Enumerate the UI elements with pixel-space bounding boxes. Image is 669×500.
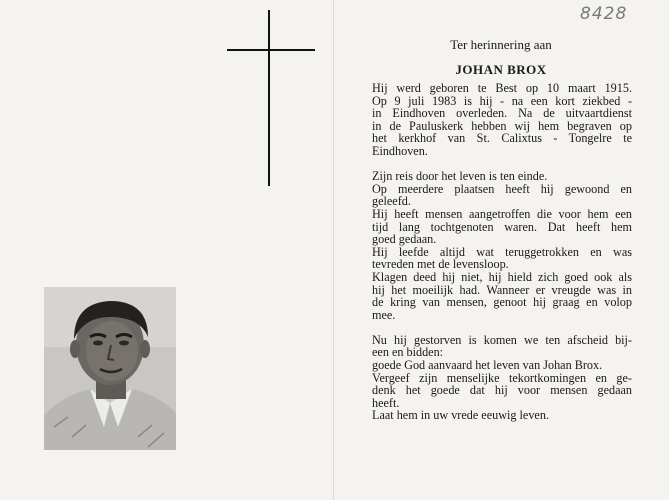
text-line: Hij leefde altijd wat teruggetrokken en was [372, 244, 632, 259]
portrait-image [44, 287, 176, 450]
paragraph-prayer [372, 334, 632, 422]
text-line: mee. [372, 307, 396, 322]
text-line: tevreden met de levensloop. [372, 257, 509, 272]
text-line: Zijn reis door het leven is ten einde. [372, 169, 548, 184]
paragraph-biography [372, 82, 632, 158]
text-line: in de Pauluskerk hebben wij hem begraven op [372, 118, 632, 133]
text-line: geleefd. [372, 194, 411, 209]
card-heading: Ter herinnering aan [450, 37, 552, 52]
cross-vertical-bar [268, 10, 270, 186]
portrait-photo [44, 287, 176, 450]
text-line: Hij heeft mensen aangetroffen die voor hem een [372, 206, 632, 221]
text-line: Op meerdere plaatsen heeft hij gewoond en [372, 181, 632, 196]
text-line: Hij werd geboren te Best op 10 maart 1915. [372, 81, 632, 95]
text-line: denk het goede dat hij voor mensen gedaan [372, 383, 632, 398]
text-line: Laat hem in uw vrede eeuwig leven. [372, 408, 549, 423]
cross-horizontal-bar [227, 49, 315, 51]
text-line: tijd lang tochtgenoten waren. Dat heeft hem [372, 219, 632, 234]
text-line: Op 9 juli 1983 is hij - na een kort ziekbed - [372, 93, 632, 108]
archive-number: 8428 [580, 4, 628, 24]
text-line: Vergeef zijn menselijke tekortkomingen en ge- [372, 370, 632, 385]
text-line: het kerkhof van St. Calixtus - Tongelre te [372, 131, 632, 146]
text-line: hij het moeilijk had. Wanneer er vreugde was in [372, 282, 632, 297]
card-fold [333, 0, 334, 500]
text-line: Eindhoven. [372, 143, 428, 158]
text-line: heeft. [372, 395, 400, 410]
paragraph-reflection [372, 170, 632, 321]
text-line: in Eindhoven overleden. Na de uitvaartdienst [372, 106, 632, 121]
text-line: de kring van mensen, genoot hij graag en volop [372, 295, 632, 310]
text-line: Klagen deed hij niet, hij hield zich goed ook als [372, 269, 632, 284]
text-line: Nu hij gestorven is komen we ten afscheid bij- [372, 332, 632, 347]
text-line: goede God aanvaard het leven van Johan Brox. [372, 358, 603, 373]
memorial-text [372, 82, 632, 422]
deceased-name: JOHAN BROX [455, 62, 547, 77]
text-line: goed gedaan. [372, 232, 437, 247]
text-line: een en bidden: [372, 345, 444, 360]
